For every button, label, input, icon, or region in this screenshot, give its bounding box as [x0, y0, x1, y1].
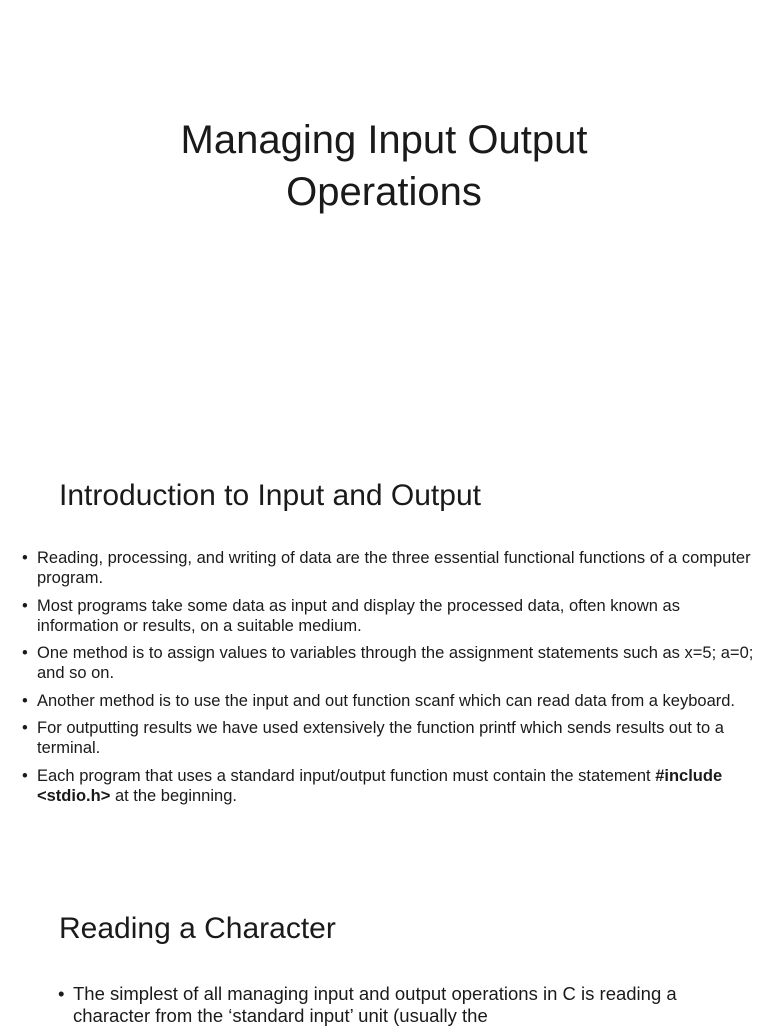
bullet-text: One method is to assign values to variables through the assignment statements such as x=5; a=0; and so on. — [37, 644, 754, 682]
intro-bullet-list — [22, 548, 762, 813]
title-slide — [0, 0, 768, 430]
list-item — [22, 596, 762, 636]
reading-character-bullet-list — [58, 983, 708, 1035]
bullet-text: Another method is to use the input and out function scanf which can read data from a keyboard. — [37, 691, 736, 710]
intro-slide — [0, 430, 768, 870]
bullet-icon: • — [22, 766, 28, 785]
title-line-1: Managing Input Output — [180, 118, 588, 162]
list-item — [22, 691, 762, 711]
bullet-icon: • — [22, 596, 28, 615]
bullet-icon: • — [22, 644, 28, 662]
bullet-icon: • — [22, 691, 28, 710]
list-item — [22, 718, 762, 758]
include-code: #include <stdio.h> — [37, 766, 723, 805]
bullet-text: Each program that uses a standard input/output function must contain the statement — [37, 766, 656, 785]
presentation-title — [0, 114, 768, 218]
bullet-text-tail: at the beginning. — [110, 786, 237, 805]
bullet-text: The simplest of all managing input and output operations in C is reading a character from the ‘standard input’ unit (usually the — [73, 983, 677, 1026]
bullet-text: Most programs take some data as input and display the processed data, often known as information or results, on a suitable medium. — [37, 596, 680, 635]
bullet-text: For outputting results we have used extensively the function printf which sends results out to a terminal. — [37, 719, 724, 757]
reading-character-slide — [0, 870, 768, 1024]
list-item — [22, 766, 762, 806]
bullet-icon: • — [58, 983, 65, 1004]
bullet-icon: • — [22, 719, 28, 737]
title-line-2: Operations — [286, 170, 482, 214]
list-item — [22, 548, 762, 588]
intro-heading: Introduction to Input and Output — [59, 479, 481, 512]
bullet-text: Reading, processing, and writing of data are the three essential functional functions of a computer program. — [37, 549, 751, 587]
list-item — [22, 643, 762, 683]
bullet-icon: • — [22, 549, 28, 567]
list-item — [58, 983, 708, 1027]
reading-character-heading: Reading a Character — [59, 912, 336, 945]
